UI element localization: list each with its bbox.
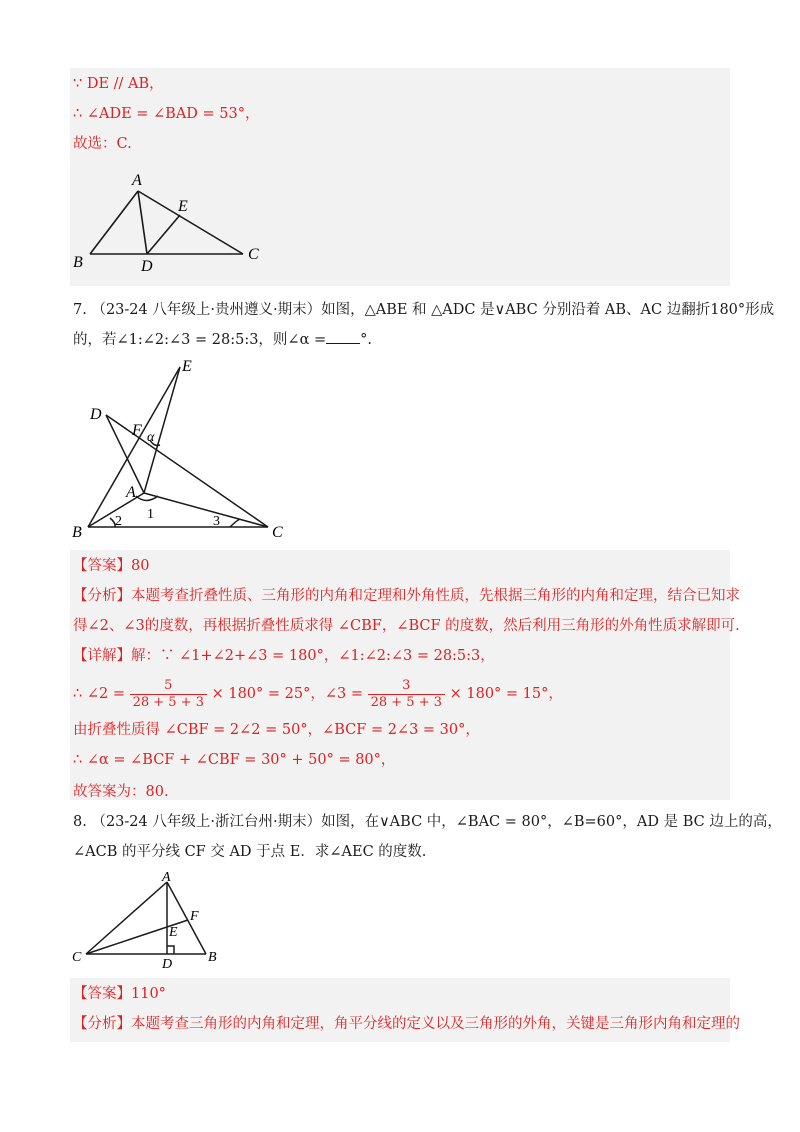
q8-answer: 【答案】110° <box>73 986 166 1002</box>
fig3-label-e: E <box>169 925 178 940</box>
q7-detail-2-b: × 180° = 25°，∠3 = <box>211 686 363 702</box>
q8-analysis-line-1: 【分析】本题考查三角形的内角和定理，角平分线的定义以及三角形的外角，关键是三角形内角和定理的 <box>73 1016 740 1032</box>
q7-answer: 【答案】80 <box>73 558 150 574</box>
prev-solution-line-1: ∵ DE // AB， <box>73 76 164 92</box>
fig3-label-a: A <box>162 870 171 885</box>
fig2-label-c: C <box>272 524 283 541</box>
q7-detail-2-a: ∴ ∠2 = <box>73 686 125 702</box>
fig2-label-b: B <box>72 524 82 541</box>
fraction-angle-2 <box>130 678 207 711</box>
fig1-label-a: A <box>132 172 142 189</box>
fraction-2-numerator: 3 <box>368 678 445 695</box>
fig2-label-1: 1 <box>147 507 154 522</box>
fraction-2-denominator: 28 + 5 + 3 <box>370 694 442 710</box>
prev-solution-line-2: ∴ ∠ADE = ∠BAD = 53°， <box>73 106 260 122</box>
triangle-figure-3 <box>70 870 240 970</box>
prev-solution-line-3: 故选：C. <box>73 136 132 152</box>
q7-detail-line-1: 【详解】解：∵ ∠1+∠2+∠3 = 180°，∠1:∠2:∠3 = 28:5:3， <box>73 648 495 664</box>
fig2-label-2: 2 <box>115 514 122 529</box>
q8-line-1: 8. （23-24 八年级上·浙江台州·期末）如图，在∨ABC 中，∠BAC = 80°，∠B=60°，AD 是 BC 边上的高， <box>73 814 782 830</box>
q7-analysis-line-2: 得∠2、∠3的度数，再根据折叠性质求得 ∠CBF，∠BCF 的度数，然后利用三角形的外角性质求解即可. <box>73 618 740 634</box>
q7-line-2-b: °. <box>360 332 372 348</box>
fig3-label-b: B <box>208 950 217 965</box>
q7-detail-line-4: ∴ ∠α = ∠BCF + ∠CBF = 30° + 50° = 80°， <box>73 752 396 768</box>
fig1-label-d: D <box>141 258 153 275</box>
triangle-figure-1 <box>70 165 280 275</box>
fig1-label-b: B <box>73 254 83 271</box>
fig1-label-c: C <box>248 246 259 263</box>
fig2-label-a: A <box>126 484 136 501</box>
fig2-label-e: E <box>182 358 192 375</box>
folding-triangle-figure <box>70 355 300 545</box>
q7-detail-line-2 <box>73 676 563 712</box>
q7-final-answer: 故答案为：80. <box>73 784 169 800</box>
q7-line-2 <box>73 330 372 350</box>
fig3-label-c: C <box>72 950 82 965</box>
fig3-label-f: F <box>190 909 199 924</box>
q7-detail-2-c: × 180° = 15°， <box>449 686 563 702</box>
fig2-label-f: F <box>132 422 142 439</box>
fig2-label-3: 3 <box>213 514 220 529</box>
fraction-1-numerator: 5 <box>130 678 207 695</box>
q7-detail-line-3: 由折叠性质得 ∠CBF = 2∠2 = 50°，∠BCF = 2∠3 = 30°， <box>73 722 480 738</box>
fig2-label-d: D <box>90 406 102 423</box>
q8-line-2: ∠ACB 的平分线 CF 交 AD 于点 E．求∠AEC 的度数. <box>73 844 427 860</box>
q7-analysis-line-1: 【分析】本题考查折叠性质、三角形的内角和定理和外角性质，先根据三角形的内角和定理，结合已知求 <box>73 588 740 604</box>
fraction-angle-3 <box>368 678 445 711</box>
fig2-label-alpha: α <box>147 430 155 445</box>
q7-line-1: 7. （23-24 八年级上·贵州遵义·期末）如图，△ABE 和 △ADC 是∨ABC 分别沿着 AB、AC 边翻折180°形成 <box>73 302 775 318</box>
q7-line-2-a: 的，若∠1:∠2:∠3 = 28:5:3，则∠α = <box>73 332 327 348</box>
answer-blank <box>326 331 360 344</box>
fraction-1-denominator: 28 + 5 + 3 <box>132 694 204 710</box>
fig3-label-d: D <box>162 957 173 970</box>
fig1-label-e: E <box>178 198 188 215</box>
